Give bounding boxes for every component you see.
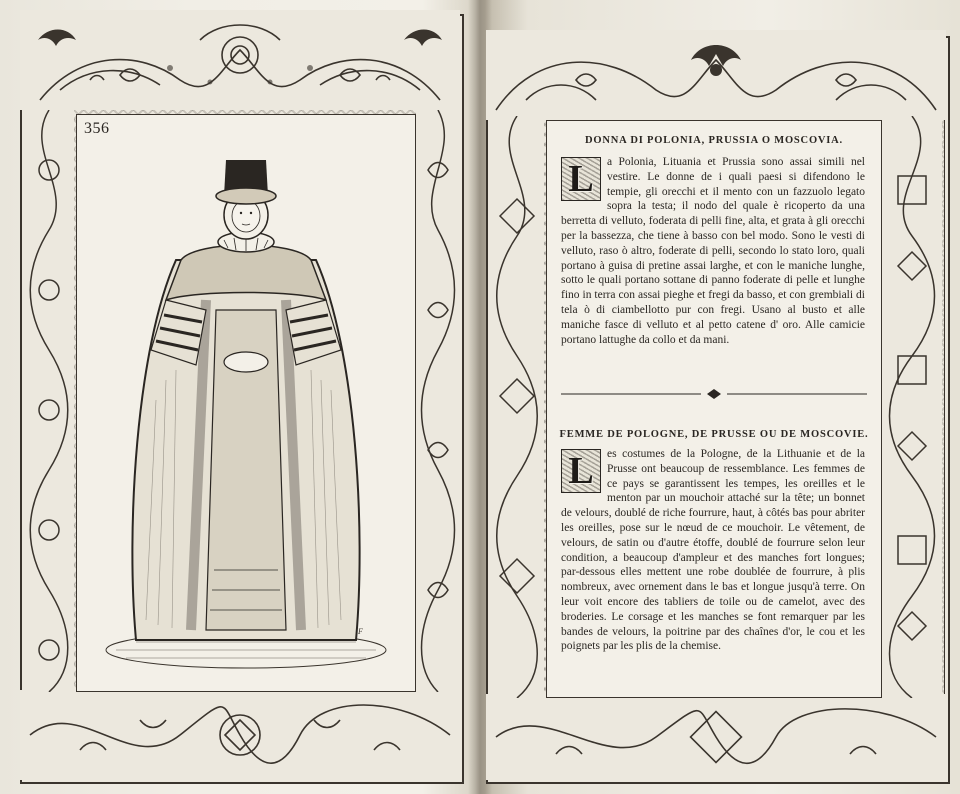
- italian-heading: DONNA DI POLONIA, PRUSSIA O MOSCOVIA.: [584, 135, 843, 146]
- bottom-scroll-ornament-icon: [20, 690, 460, 780]
- side-knotwork-ornament-icon: [882, 116, 942, 698]
- italian-paragraph: [561, 155, 865, 375]
- bottom-scroll-ornament-icon: [486, 694, 946, 780]
- side-knotwork-ornament-icon: [490, 116, 544, 698]
- dropcap-l-french: L: [561, 449, 601, 493]
- italian-body-text: a Polonia, Lituania et Prussia sono assai simili nel vestire. Le donne de i quali paesi si difendono le tempie, gli orecchi et il mento con un fazzuolo legato sopra la testa; il nodo del quale è ricoperto da una berretta di velluto, foderata di pelli fine, alta, et grata à gli orecchi per la bassezza, che tiene à basso con bel modo. Sono le vesti di velluto, raso ò altro, foderate di pelli, secondo lo stato loro, quali portano à guisa di pretine assai larghe, et con le maniche lunghe, sotto le quali portano sottane di panno foderate di pelle et lunghe fino in terra con assai pieghe et fregi da basso, et con grembiali di tela ò di ciambellotto pur con fregi. Usano al busto et alle maniche fasce di velluto et al petto catene d' oro. Alle camicie portano lattughe da collo et da mani.: [561, 156, 865, 346]
- french-paragraph: [561, 447, 865, 691]
- right-page: [482, 0, 960, 794]
- divider-rule-icon: [561, 387, 867, 401]
- svg-text:F: F: [358, 627, 363, 636]
- dragon-crest-ornament-icon: [486, 30, 946, 120]
- floral-ornament-icon: [20, 10, 460, 110]
- dropcap-l-italian: L: [561, 157, 601, 201]
- page-number: 356: [84, 120, 110, 137]
- french-body-text: es costumes de la Pologne, de la Lithuanie et de la Prusse ont beaucoup de ressemblance. Les femmes de ce pays se garantissent les tempes, les oreilles et le menton par un mouchoir attaché sur la tête; un bonnet de velours, doublé de riche fourrure, haut, à côtés bas pour abriter les oreilles, pose sur le nœud de ce mouchoir. Le vêtement, de velours, de satin ou d'autre étoffe, doublé de fourrure selon leur condition, a beaucoup d'ampleur et des manches fort longues; par-dessous elles mettent une robe doublée de fourrure, à plis nombreux, avec ornement dans le bas et longue jusqu'à terre. On leur voit encore des tabliers de toile ou de camelot, avec des broderies. Le corsage et les manches se font remarquer par les bandes de velours, la poitrine par des chaînes d'or, le cou et les poignets par les plis de la chemise.: [561, 448, 865, 653]
- french-heading: FEMME DE POLOGNE, DE PRUSSE OU DE MOSCOVIE.: [559, 429, 869, 440]
- side-vine-ornament-icon: [24, 110, 74, 692]
- woman-in-fur-costume-illustration: [96, 150, 396, 680]
- text-panel: [546, 120, 882, 698]
- left-page: [0, 0, 478, 794]
- side-vine-ornament-icon: [416, 110, 460, 692]
